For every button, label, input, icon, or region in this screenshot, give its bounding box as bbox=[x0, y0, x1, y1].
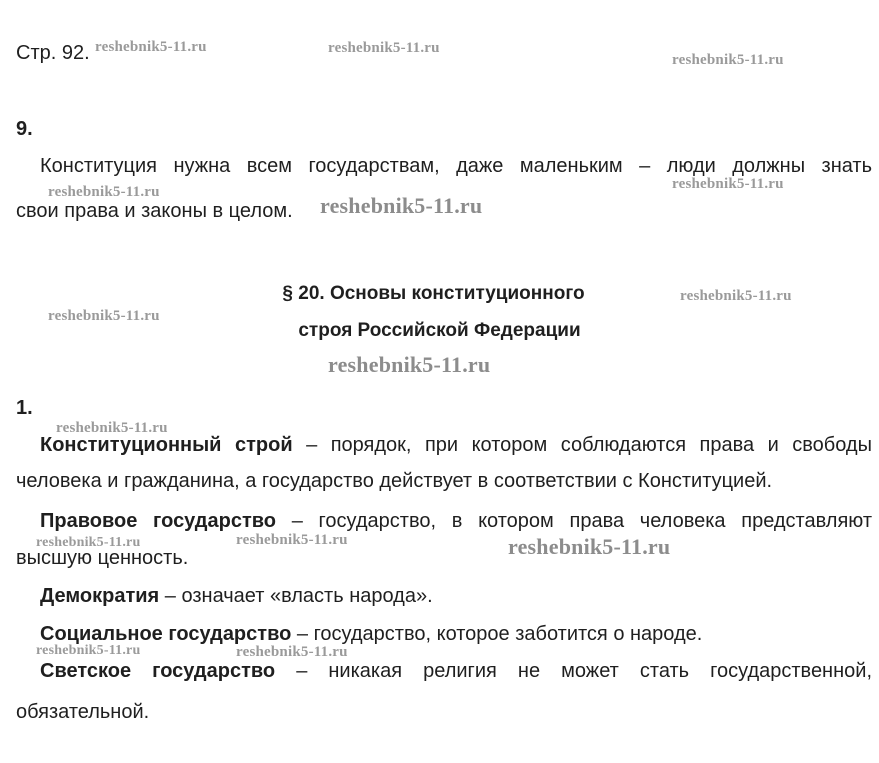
definition-line bbox=[40, 584, 433, 608]
definition-line bbox=[40, 509, 872, 533]
definition-line-2: обязательной. bbox=[16, 701, 150, 723]
watermark: reshebnik5-11.ru bbox=[36, 535, 141, 550]
definition-term: Конституционный строй bbox=[40, 434, 293, 456]
section-title-line-1: § 20. Основы конституционного bbox=[282, 283, 585, 304]
definition-text: – порядок, при котором соблюдаются права и свободы bbox=[292, 434, 872, 456]
definition-text: – никакая религия не может стать государственной, bbox=[275, 660, 873, 682]
question-number-9: 9. bbox=[16, 118, 33, 140]
definition-term: Демократия bbox=[40, 585, 160, 607]
watermark: reshebnik5-11.ru bbox=[328, 40, 440, 56]
section-title-line-2: строя Российской Федерации bbox=[298, 320, 581, 341]
definition-line bbox=[40, 659, 872, 683]
definition-text: – государство, в котором права человека представляют bbox=[276, 510, 872, 532]
watermark: reshebnik5-11.ru bbox=[56, 420, 168, 436]
definition-term: Светское государство bbox=[40, 660, 276, 682]
watermark: reshebnik5-11.ru bbox=[672, 176, 784, 192]
watermark: reshebnik5-11.ru bbox=[328, 352, 491, 377]
page-reference: Стр. 92. bbox=[16, 42, 90, 64]
watermark: reshebnik5-11.ru bbox=[236, 532, 348, 548]
watermark: reshebnik5-11.ru bbox=[48, 184, 160, 200]
definition-text: – означает «власть народа». bbox=[159, 585, 433, 607]
definition-term: Правовое государство bbox=[40, 510, 277, 532]
watermark: reshebnik5-11.ru bbox=[48, 308, 160, 324]
definition-line-2: человека и гражданина, а государство действует в соответствии с Конституцией. bbox=[16, 470, 773, 492]
definition-line-2: высшую ценность. bbox=[16, 547, 189, 569]
watermark: reshebnik5-11.ru bbox=[320, 193, 483, 218]
definition-text: – государство, которое заботится о народе. bbox=[291, 623, 703, 645]
watermark: reshebnik5-11.ru bbox=[672, 52, 784, 68]
question-number-1: 1. bbox=[16, 397, 33, 419]
answer-9-line-2: свои права и законы в целом. bbox=[16, 200, 293, 222]
answer-9-line-1: Конституция нужна всем государствам, даже маленьким – люди должны знать bbox=[40, 155, 872, 177]
watermark: reshebnik5-11.ru bbox=[680, 288, 792, 304]
definition-term: Социальное государство bbox=[40, 623, 292, 645]
watermark: reshebnik5-11.ru bbox=[236, 644, 348, 660]
watermark: reshebnik5-11.ru bbox=[508, 534, 671, 559]
watermark: reshebnik5-11.ru bbox=[36, 643, 141, 658]
watermark: reshebnik5-11.ru bbox=[95, 39, 207, 55]
